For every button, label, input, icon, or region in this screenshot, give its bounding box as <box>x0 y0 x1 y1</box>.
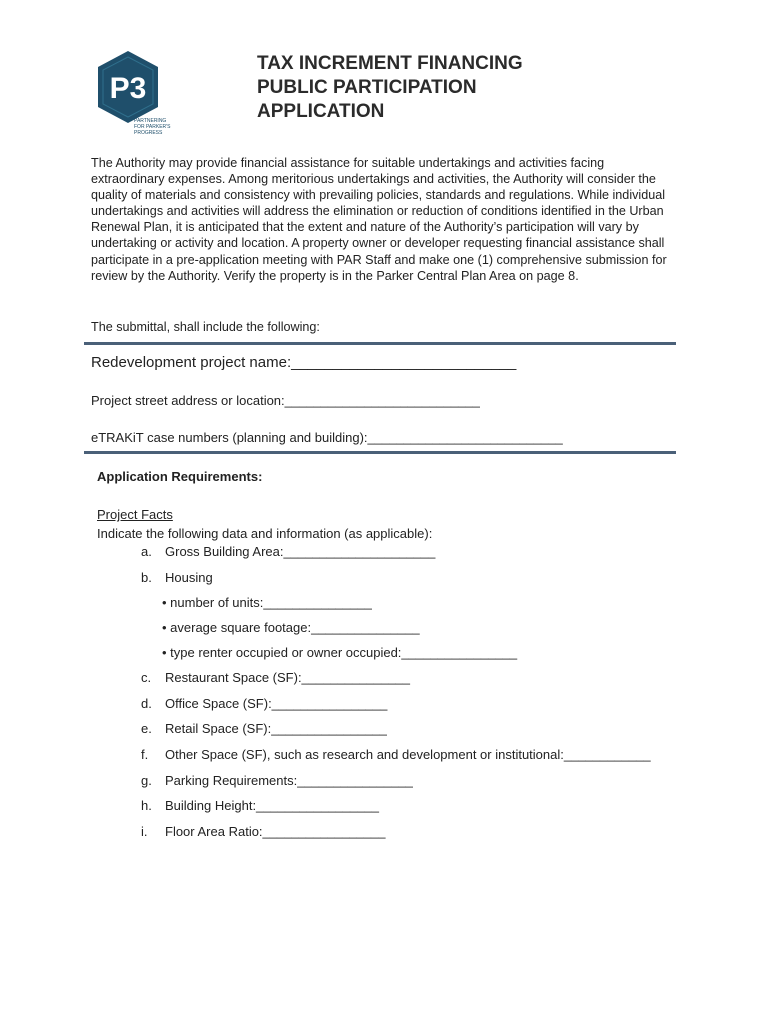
item-building-height[interactable] <box>141 798 379 813</box>
etrakit-field[interactable]: eTRAKiT case numbers (planning and building):___________________________ <box>91 430 563 445</box>
title-line-1: TAX INCREMENT FINANCING <box>257 53 523 74</box>
document-title <box>257 52 523 124</box>
item-floor-area-ratio[interactable] <box>141 824 385 839</box>
item-label: Building Height:_________________ <box>165 798 379 813</box>
item-housing <box>141 570 213 585</box>
item-marker: h. <box>141 798 152 813</box>
item-label: Office Space (SF):________________ <box>165 696 388 711</box>
item-marker: c. <box>141 670 152 685</box>
requirements-heading: Application Requirements: <box>97 469 263 484</box>
item-label: Retail Space (SF):________________ <box>165 721 387 736</box>
project-name-field[interactable]: Redevelopment project name:___________________________ <box>91 354 517 371</box>
item-office-space[interactable] <box>141 696 387 711</box>
bullet-number-of-units[interactable]: • number of units:_______________ <box>162 595 372 610</box>
item-marker: b. <box>141 570 152 585</box>
item-other-space[interactable] <box>141 747 651 762</box>
p3-logo <box>98 49 208 139</box>
logo-tagline-2: FOR PARKER'S <box>134 124 171 130</box>
item-restaurant-space[interactable] <box>141 670 410 685</box>
address-field[interactable]: Project street address or location:___________________________ <box>91 393 480 408</box>
item-marker: g. <box>141 773 152 788</box>
item-parking-requirements[interactable] <box>141 773 413 788</box>
item-marker: d. <box>141 696 152 711</box>
logo-text: P3 <box>109 72 147 105</box>
indicate-text: Indicate the following data and information (as applicable): <box>97 526 433 541</box>
bullet-occupancy-type[interactable]: • type renter occupied or owner occupied:________________ <box>162 645 518 660</box>
item-label: Floor Area Ratio:_________________ <box>165 824 386 839</box>
title-line-2: PUBLIC PARTICIPATION <box>257 77 477 98</box>
submittal-text: The submittal, shall include the following: <box>91 320 320 334</box>
section-divider-bottom <box>84 451 676 454</box>
item-marker: i. <box>141 824 148 839</box>
item-label: Restaurant Space (SF):_______________ <box>165 670 411 685</box>
item-gross-building-area[interactable] <box>141 544 435 559</box>
bullet-average-square-footage[interactable]: • average square footage:_______________ <box>162 620 420 635</box>
item-label: Other Space (SF), such as research and development or institutional:____________ <box>165 747 651 762</box>
intro-paragraph <box>91 155 671 284</box>
item-label: Parking Requirements:________________ <box>165 773 413 788</box>
item-marker: f. <box>141 747 149 762</box>
intro-text: The Authority may provide financial assistance for suitable undertakings and activities facing extraordinary expenses. Among meritorious undertakings and activities, the Authority will consider the quality of materials and consistency with prevailing policies, standards and regulations. While individual undertakings and activities will address the elimination or reduction of conditions identified in the Urban Renewal Plan, it is anticipated that the extent and nature of the Authority’s participation will vary by undertaking or activity and location. A property owner or developer requesting financial assistance shall participate in a pre-application meeting with PAR Staff and make one (1) comprehensive submission for review by the Authority. Verify the property is in the Parker Central Plan Area on page 8. <box>91 156 667 283</box>
item-retail-space[interactable] <box>141 721 387 736</box>
title-line-3: APPLICATION <box>257 101 385 122</box>
item-marker: e. <box>141 721 152 736</box>
logo-tagline-1: PARTNERING <box>134 118 167 124</box>
item-label: Gross Building Area:_____________________ <box>165 544 436 559</box>
item-marker: a. <box>141 544 152 559</box>
project-facts-heading: Project Facts <box>97 507 173 522</box>
logo-tagline-3: PROGRESS <box>134 130 163 136</box>
section-divider-top <box>84 342 676 345</box>
item-label: Housing <box>165 570 213 585</box>
